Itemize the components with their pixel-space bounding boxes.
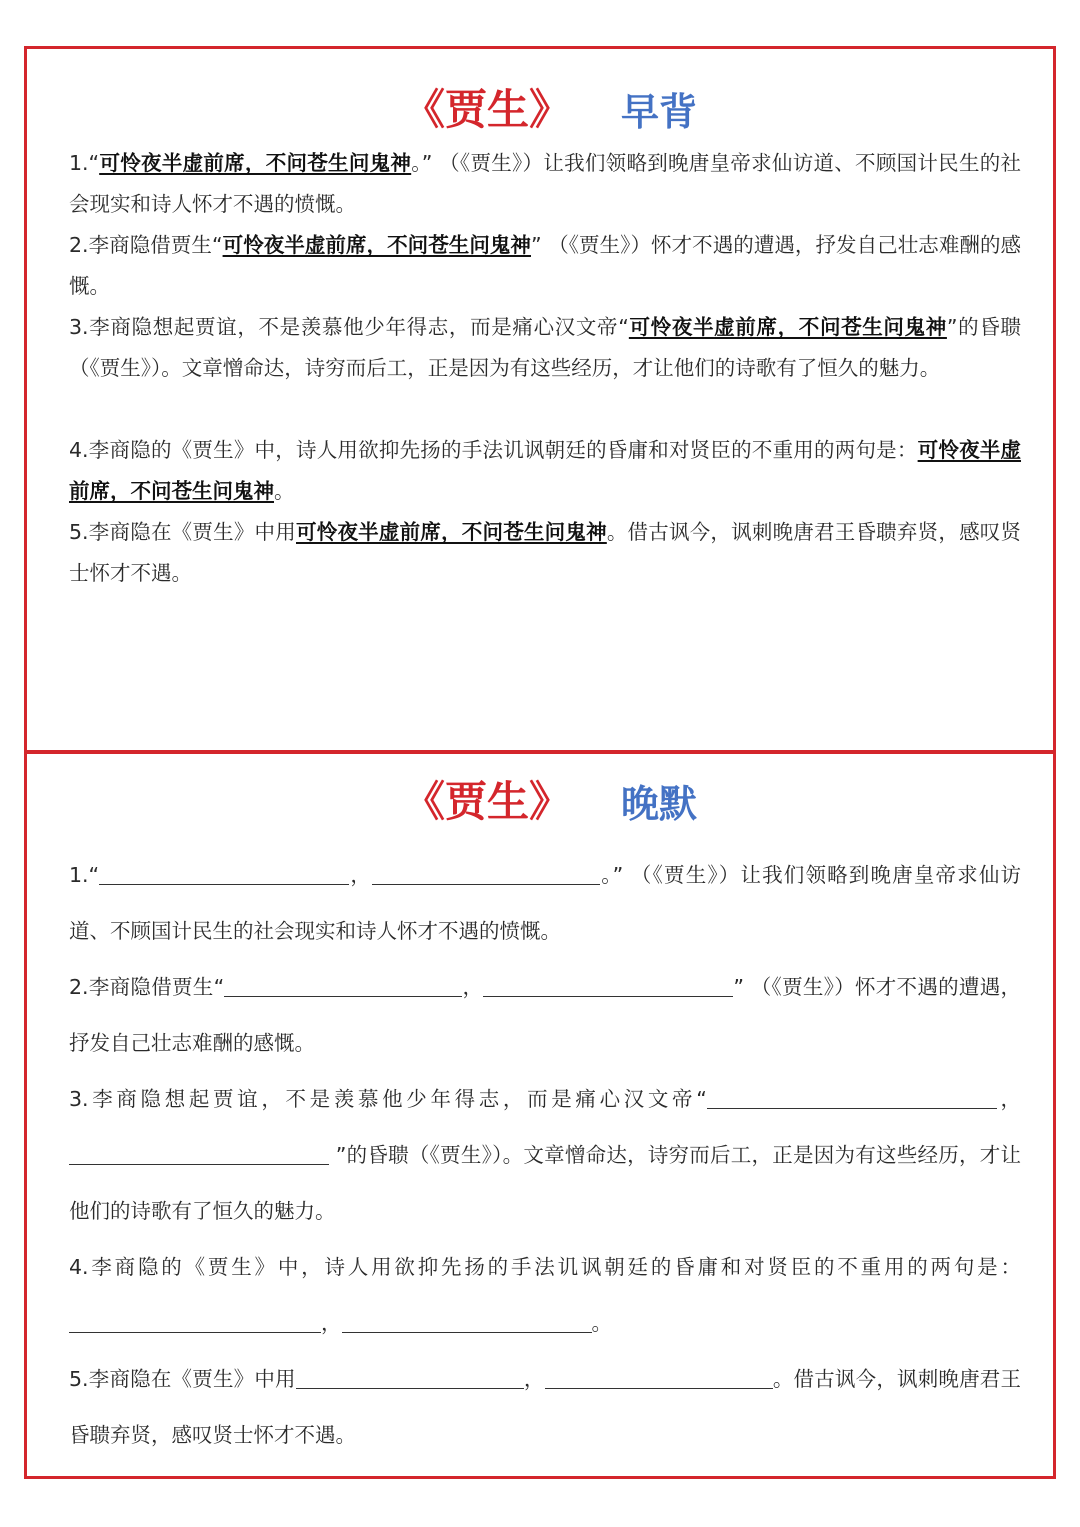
fill-blank[interactable] (69, 1310, 321, 1333)
poem-quote: 可怜夜半虚前席，不问苍生问鬼神 (628, 315, 947, 339)
poem-quote: 可怜夜半虚前席，不问苍生问鬼神 (69, 438, 1022, 503)
fill-blank[interactable] (342, 1310, 592, 1333)
evening-item-3: 3.李商隐想起贾谊，不是羡慕他少年得志，而是痛心汉文帝“ ， ”的昏聩（《贾生》）。文章憎命达，诗穷而后工，正是因为有这些经历，才让他们的诗歌有了恒久的魅力。 (69, 1087, 1022, 1223)
fill-blank[interactable] (69, 1142, 329, 1165)
evening-title: 《贾生》 (403, 777, 572, 826)
evening-item-4: 4.李商隐的《贾生》中，诗人用欲抑先扬的手法讥讽朝廷的昏庸和对贤臣的不重用的两句是：， 。 (69, 1255, 1021, 1335)
fill-blank[interactable] (99, 862, 349, 885)
morning-item-1: 1.“可怜夜半虚前席，不问苍生问鬼神。” （《贾生》）让我们领略到晚唐皇帝求仙访道、不顾国计民生的社会现实和诗人怀才不遇的愤慨。 (69, 151, 1021, 216)
morning-item-3: 3.李商隐想起贾谊，不是羡慕他少年得志，而是痛心汉文帝“可怜夜半虚前席，不问苍生问鬼神”的昏聩（《贾生》）。文章憎命达，诗穷而后工，正是因为有这些经历，才让他们的诗歌有了恒久的魅力。 (69, 315, 1022, 380)
fill-blank[interactable] (224, 974, 462, 997)
fill-blank[interactable] (545, 1366, 773, 1389)
morning-item-4: 4.李商隐的《贾生》中，诗人用欲抑先扬的手法讥讽朝廷的昏庸和对贤臣的不重用的两句是：可怜夜半虚前席，不问苍生问鬼神。 (69, 438, 1022, 503)
fill-blank[interactable] (707, 1086, 997, 1109)
morning-item-2: 2.李商隐借贾生“可怜夜半虚前席，不问苍生问鬼神” （《贾生》）怀才不遇的遭遇，抒发自己壮志难酬的感慨。 (69, 233, 1021, 298)
poem-quote: 可怜夜半虚前席，不问苍生问鬼神 (296, 520, 607, 544)
poem-quote: 可怜夜半虚前席，不问苍生问鬼神 (99, 151, 412, 175)
morning-recite-section (24, 46, 1056, 754)
fill-blank[interactable] (372, 862, 600, 885)
evening-dictation-section (24, 750, 1056, 1479)
evening-title-row (27, 763, 1053, 833)
evening-item-5: 5.李商隐在《贾生》中用 ， 。借古讽今，讽刺晚唐君王昏聩弃贤，感叹贤士怀才不遇。 (69, 1367, 1022, 1447)
fill-blank[interactable] (296, 1366, 524, 1389)
evening-item-1: 1.“ ， 。” （《贾生》）让我们领略到晚唐皇帝求仙访道、不顾国计民生的社会现实和诗人怀才不遇的愤慨。 (69, 863, 1021, 943)
morning-subtitle: 早背 (621, 90, 698, 134)
morning-item-5: 5.李商隐在《贾生》中用可怜夜半虚前席，不问苍生问鬼神。借古讽今，讽刺晚唐君王昏聩弃贤，感叹贤士怀才不遇。 (69, 520, 1022, 585)
morning-title-row (27, 71, 1053, 141)
evening-item-2: 2.李商隐借贾生“ ， ” （《贾生》）怀才不遇的遭遇，抒发自己壮志难酬的感慨。 (69, 975, 1022, 1055)
morning-title: 《贾生》 (403, 85, 572, 134)
evening-subtitle: 晚默 (621, 782, 698, 826)
fill-blank[interactable] (483, 974, 733, 997)
poem-quote: 可怜夜半虚前席，不问苍生问鬼神 (222, 233, 531, 257)
